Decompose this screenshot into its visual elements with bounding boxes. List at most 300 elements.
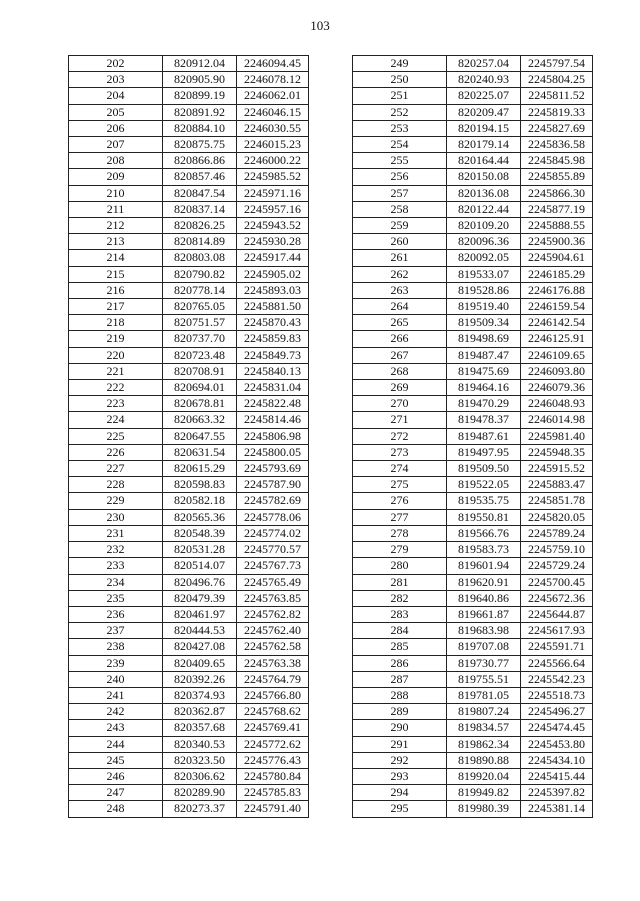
table-row [69,396,309,412]
point-number-cell: 241 [69,687,163,703]
y-coordinate-cell: 2245644.87 [521,606,593,622]
x-coordinate-cell: 820479.39 [163,590,237,606]
y-coordinate-cell: 2245496.27 [521,704,593,720]
x-coordinate-cell: 820289.90 [163,785,237,801]
x-coordinate-cell: 820803.08 [163,250,237,266]
point-number-cell: 225 [69,428,163,444]
y-coordinate-cell: 2245785.83 [237,785,309,801]
point-number-cell: 244 [69,736,163,752]
x-coordinate-cell: 819497.95 [447,444,521,460]
x-coordinate-cell: 820122.44 [447,201,521,217]
y-coordinate-cell: 2245764.79 [237,671,309,687]
table-row [353,590,593,606]
y-coordinate-cell: 2245840.13 [237,363,309,379]
x-coordinate-cell: 820096.36 [447,234,521,250]
point-number-cell: 259 [353,218,447,234]
y-coordinate-cell: 2245762.40 [237,623,309,639]
y-coordinate-cell: 2245870.43 [237,315,309,331]
table-row [353,655,593,671]
point-number-cell: 261 [353,250,447,266]
point-number-cell: 283 [353,606,447,622]
x-coordinate-cell: 820615.29 [163,461,237,477]
table-row [69,299,309,315]
point-number-cell: 270 [353,396,447,412]
table-row [353,671,593,687]
table-row [353,396,593,412]
x-coordinate-cell: 820164.44 [447,153,521,169]
table-row [69,687,309,703]
x-coordinate-cell: 819620.91 [447,574,521,590]
point-number-cell: 258 [353,201,447,217]
x-coordinate-cell: 820514.07 [163,558,237,574]
point-number-cell: 253 [353,120,447,136]
point-number-cell: 295 [353,801,447,817]
table-row [353,606,593,622]
x-coordinate-cell: 819533.07 [447,266,521,282]
table-row [353,687,593,703]
x-coordinate-cell: 820737.70 [163,331,237,347]
y-coordinate-cell: 2245787.90 [237,477,309,493]
y-coordinate-cell: 2245797.54 [521,56,593,72]
point-number-cell: 235 [69,590,163,606]
table-row [353,801,593,817]
table-row [69,137,309,153]
point-number-cell: 256 [353,169,447,185]
table-row [353,218,593,234]
x-coordinate-cell: 820891.92 [163,104,237,120]
y-coordinate-cell: 2245905.02 [237,266,309,282]
table-row [69,104,309,120]
y-coordinate-cell: 2245820.05 [521,509,593,525]
table-row [353,56,593,72]
point-number-cell: 278 [353,525,447,541]
table-row [353,72,593,88]
table-row [69,120,309,136]
x-coordinate-cell: 819755.51 [447,671,521,687]
table-row [353,542,593,558]
point-number-cell: 267 [353,347,447,363]
point-number-cell: 221 [69,363,163,379]
table-row [353,785,593,801]
table-row [69,185,309,201]
table-row [69,363,309,379]
point-number-cell: 208 [69,153,163,169]
x-coordinate-cell: 820257.04 [447,56,521,72]
point-number-cell: 291 [353,736,447,752]
table-row [69,509,309,525]
x-coordinate-cell: 820708.91 [163,363,237,379]
point-number-cell: 282 [353,590,447,606]
x-coordinate-cell: 820912.04 [163,56,237,72]
point-number-cell: 202 [69,56,163,72]
point-number-cell: 268 [353,363,447,379]
point-number-cell: 214 [69,250,163,266]
x-coordinate-cell: 819730.77 [447,655,521,671]
point-number-cell: 263 [353,282,447,298]
point-number-cell: 232 [69,542,163,558]
y-coordinate-cell: 2245778.06 [237,509,309,525]
x-coordinate-cell: 819550.81 [447,509,521,525]
x-coordinate-cell: 820899.19 [163,88,237,104]
y-coordinate-cell: 2246159.54 [521,299,593,315]
table-row [353,169,593,185]
x-coordinate-cell: 819890.88 [447,752,521,768]
table-row [353,768,593,784]
point-number-cell: 294 [353,785,447,801]
y-coordinate-cell: 2246048.93 [521,396,593,412]
table-row [353,752,593,768]
y-coordinate-cell: 2245943.52 [237,218,309,234]
x-coordinate-cell: 820461.97 [163,606,237,622]
y-coordinate-cell: 2245866.30 [521,185,593,201]
point-number-cell: 284 [353,623,447,639]
point-number-cell: 238 [69,639,163,655]
point-number-cell: 209 [69,169,163,185]
table-row [353,509,593,525]
y-coordinate-cell: 2245881.50 [237,299,309,315]
x-coordinate-cell: 819807.24 [447,704,521,720]
x-coordinate-cell: 820866.86 [163,153,237,169]
point-number-cell: 204 [69,88,163,104]
x-coordinate-cell: 820409.65 [163,655,237,671]
point-number-cell: 227 [69,461,163,477]
y-coordinate-cell: 2245804.25 [521,72,593,88]
table-row [69,428,309,444]
y-coordinate-cell: 2245591.71 [521,639,593,655]
y-coordinate-cell: 2245729.24 [521,558,593,574]
x-coordinate-cell: 819566.76 [447,525,521,541]
table-row [69,266,309,282]
x-coordinate-cell: 819535.75 [447,493,521,509]
x-coordinate-cell: 819640.86 [447,590,521,606]
x-coordinate-cell: 819920.04 [447,768,521,784]
x-coordinate-cell: 820323.50 [163,752,237,768]
y-coordinate-cell: 2245768.62 [237,704,309,720]
point-number-cell: 242 [69,704,163,720]
point-number-cell: 249 [353,56,447,72]
table-row [69,655,309,671]
x-coordinate-cell: 820306.62 [163,768,237,784]
point-number-cell: 262 [353,266,447,282]
y-coordinate-cell: 2245397.82 [521,785,593,801]
y-coordinate-cell: 2245814.46 [237,412,309,428]
table-row [353,282,593,298]
y-coordinate-cell: 2245772.62 [237,736,309,752]
point-number-cell: 252 [353,104,447,120]
point-number-cell: 239 [69,655,163,671]
y-coordinate-cell: 2245859.83 [237,331,309,347]
table-row [353,250,593,266]
y-coordinate-cell: 2245780.84 [237,768,309,784]
table-row [353,558,593,574]
x-coordinate-cell: 820765.05 [163,299,237,315]
table-row [69,720,309,736]
point-number-cell: 274 [353,461,447,477]
table-row [353,88,593,104]
x-coordinate-cell: 820751.57 [163,315,237,331]
x-coordinate-cell: 820598.83 [163,477,237,493]
x-coordinate-cell: 820857.46 [163,169,237,185]
point-number-cell: 222 [69,380,163,396]
table-row [353,104,593,120]
y-coordinate-cell: 2245877.19 [521,201,593,217]
point-number-cell: 275 [353,477,447,493]
point-number-cell: 206 [69,120,163,136]
table-row [69,234,309,250]
y-coordinate-cell: 2245700.45 [521,574,593,590]
table-row [69,380,309,396]
table-row [353,299,593,315]
table-row [69,72,309,88]
point-number-cell: 286 [353,655,447,671]
point-number-cell: 226 [69,444,163,460]
table-row [69,315,309,331]
y-coordinate-cell: 2246062.01 [237,88,309,104]
y-coordinate-cell: 2245672.36 [521,590,593,606]
x-coordinate-cell: 820905.90 [163,72,237,88]
x-coordinate-cell: 820496.76 [163,574,237,590]
x-coordinate-cell: 819522.05 [447,477,521,493]
table-row [353,412,593,428]
y-coordinate-cell: 2245566.64 [521,655,593,671]
y-coordinate-cell: 2245474.45 [521,720,593,736]
point-number-cell: 266 [353,331,447,347]
table-row [353,428,593,444]
x-coordinate-cell: 819509.34 [447,315,521,331]
x-coordinate-cell: 819949.82 [447,785,521,801]
x-coordinate-cell: 820694.01 [163,380,237,396]
x-coordinate-cell: 820723.48 [163,347,237,363]
point-number-cell: 203 [69,72,163,88]
table-row [353,574,593,590]
point-number-cell: 265 [353,315,447,331]
y-coordinate-cell: 2245981.40 [521,428,593,444]
point-number-cell: 288 [353,687,447,703]
point-number-cell: 223 [69,396,163,412]
y-coordinate-cell: 2245617.93 [521,623,593,639]
x-coordinate-cell: 820340.53 [163,736,237,752]
point-number-cell: 250 [353,72,447,88]
y-coordinate-cell: 2246079.36 [521,380,593,396]
table-row [69,347,309,363]
y-coordinate-cell: 2246030.55 [237,120,309,136]
point-number-cell: 228 [69,477,163,493]
table-row [69,282,309,298]
point-number-cell: 273 [353,444,447,460]
x-coordinate-cell: 819707.08 [447,639,521,655]
x-coordinate-cell: 820374.93 [163,687,237,703]
x-coordinate-cell: 820444.53 [163,623,237,639]
y-coordinate-cell: 2245904.61 [521,250,593,266]
y-coordinate-cell: 2245542.23 [521,671,593,687]
y-coordinate-cell: 2245762.58 [237,639,309,655]
table-row [353,266,593,282]
point-number-cell: 240 [69,671,163,687]
table-row [353,315,593,331]
table-row [69,768,309,784]
x-coordinate-cell: 819519.40 [447,299,521,315]
point-number-cell: 218 [69,315,163,331]
point-number-cell: 293 [353,768,447,784]
point-number-cell: 215 [69,266,163,282]
x-coordinate-cell: 819498.69 [447,331,521,347]
point-number-cell: 281 [353,574,447,590]
x-coordinate-cell: 820357.68 [163,720,237,736]
y-coordinate-cell: 2245518.73 [521,687,593,703]
point-number-cell: 212 [69,218,163,234]
x-coordinate-cell: 819487.47 [447,347,521,363]
x-coordinate-cell: 820531.28 [163,542,237,558]
point-number-cell: 247 [69,785,163,801]
point-number-cell: 272 [353,428,447,444]
table-row [353,380,593,396]
point-number-cell: 205 [69,104,163,120]
y-coordinate-cell: 2245849.73 [237,347,309,363]
x-coordinate-cell: 820427.08 [163,639,237,655]
x-coordinate-cell: 820884.10 [163,120,237,136]
x-coordinate-cell: 820663.32 [163,412,237,428]
point-number-cell: 254 [353,137,447,153]
y-coordinate-cell: 2245883.47 [521,477,593,493]
x-coordinate-cell: 820392.26 [163,671,237,687]
y-coordinate-cell: 2245434.10 [521,752,593,768]
x-coordinate-cell: 820150.08 [447,169,521,185]
y-coordinate-cell: 2246093.80 [521,363,593,379]
point-number-cell: 234 [69,574,163,590]
y-coordinate-cell: 2245888.55 [521,218,593,234]
y-coordinate-cell: 2245763.85 [237,590,309,606]
point-number-cell: 255 [353,153,447,169]
y-coordinate-cell: 2245900.36 [521,234,593,250]
table-row [353,347,593,363]
y-coordinate-cell: 2245415.44 [521,768,593,784]
y-coordinate-cell: 2245957.16 [237,201,309,217]
x-coordinate-cell: 820179.14 [447,137,521,153]
x-coordinate-cell: 820092.05 [447,250,521,266]
table-row [69,525,309,541]
x-coordinate-cell: 820814.89 [163,234,237,250]
y-coordinate-cell: 2245836.58 [521,137,593,153]
x-coordinate-cell: 819475.69 [447,363,521,379]
table-row [69,558,309,574]
table-row [353,461,593,477]
x-coordinate-cell: 819528.86 [447,282,521,298]
point-number-cell: 260 [353,234,447,250]
point-number-cell: 207 [69,137,163,153]
point-number-cell: 245 [69,752,163,768]
point-number-cell: 248 [69,801,163,817]
point-number-cell: 243 [69,720,163,736]
y-coordinate-cell: 2245827.69 [521,120,593,136]
table-row [353,525,593,541]
y-coordinate-cell: 2245791.40 [237,801,309,817]
table-row [69,444,309,460]
y-coordinate-cell: 2245776.43 [237,752,309,768]
y-coordinate-cell: 2246046.15 [237,104,309,120]
y-coordinate-cell: 2245774.02 [237,525,309,541]
y-coordinate-cell: 2245789.24 [521,525,593,541]
y-coordinate-cell: 2246176.88 [521,282,593,298]
point-number-cell: 285 [353,639,447,655]
point-number-cell: 269 [353,380,447,396]
table-row [69,752,309,768]
coordinate-table-left [68,55,309,818]
point-number-cell: 289 [353,704,447,720]
x-coordinate-cell: 820826.25 [163,218,237,234]
y-coordinate-cell: 2245762.82 [237,606,309,622]
page-number: 103 [310,18,330,33]
x-coordinate-cell: 819478.37 [447,412,521,428]
y-coordinate-cell: 2245930.28 [237,234,309,250]
point-number-cell: 264 [353,299,447,315]
y-coordinate-cell: 2245845.98 [521,153,593,169]
point-number-cell: 224 [69,412,163,428]
point-number-cell: 257 [353,185,447,201]
y-coordinate-cell: 2245759.10 [521,542,593,558]
x-coordinate-cell: 820225.07 [447,88,521,104]
y-coordinate-cell: 2245770.57 [237,542,309,558]
y-coordinate-cell: 2245793.69 [237,461,309,477]
x-coordinate-cell: 819509.50 [447,461,521,477]
table-row [69,606,309,622]
y-coordinate-cell: 2245985.52 [237,169,309,185]
x-coordinate-cell: 819862.34 [447,736,521,752]
point-number-cell: 237 [69,623,163,639]
y-coordinate-cell: 2245915.52 [521,461,593,477]
table-row [69,169,309,185]
x-coordinate-cell: 819781.05 [447,687,521,703]
y-coordinate-cell: 2245453.80 [521,736,593,752]
table-row [69,153,309,169]
table-row [353,137,593,153]
x-coordinate-cell: 819834.57 [447,720,521,736]
point-number-cell: 292 [353,752,447,768]
coordinate-table-right [352,55,593,818]
x-coordinate-cell: 819601.94 [447,558,521,574]
table-row [69,801,309,817]
point-number-cell: 229 [69,493,163,509]
x-coordinate-cell: 820109.20 [447,218,521,234]
y-coordinate-cell: 2246078.12 [237,72,309,88]
point-number-cell: 287 [353,671,447,687]
point-number-cell: 271 [353,412,447,428]
table-row [69,412,309,428]
point-number-cell: 220 [69,347,163,363]
point-number-cell: 217 [69,299,163,315]
point-number-cell: 230 [69,509,163,525]
y-coordinate-cell: 2245831.04 [237,380,309,396]
y-coordinate-cell: 2245806.98 [237,428,309,444]
x-coordinate-cell: 820847.54 [163,185,237,201]
table-row [353,331,593,347]
table-row [69,250,309,266]
table-row [353,639,593,655]
table-row [69,88,309,104]
y-coordinate-cell: 2245763.38 [237,655,309,671]
table-row [69,639,309,655]
x-coordinate-cell: 820240.93 [447,72,521,88]
y-coordinate-cell: 2245822.48 [237,396,309,412]
point-number-cell: 231 [69,525,163,541]
table-row [69,704,309,720]
table-row [69,56,309,72]
table-row [353,477,593,493]
table-row [353,704,593,720]
point-number-cell: 290 [353,720,447,736]
table-row [353,234,593,250]
point-number-cell: 211 [69,201,163,217]
table-row [353,201,593,217]
